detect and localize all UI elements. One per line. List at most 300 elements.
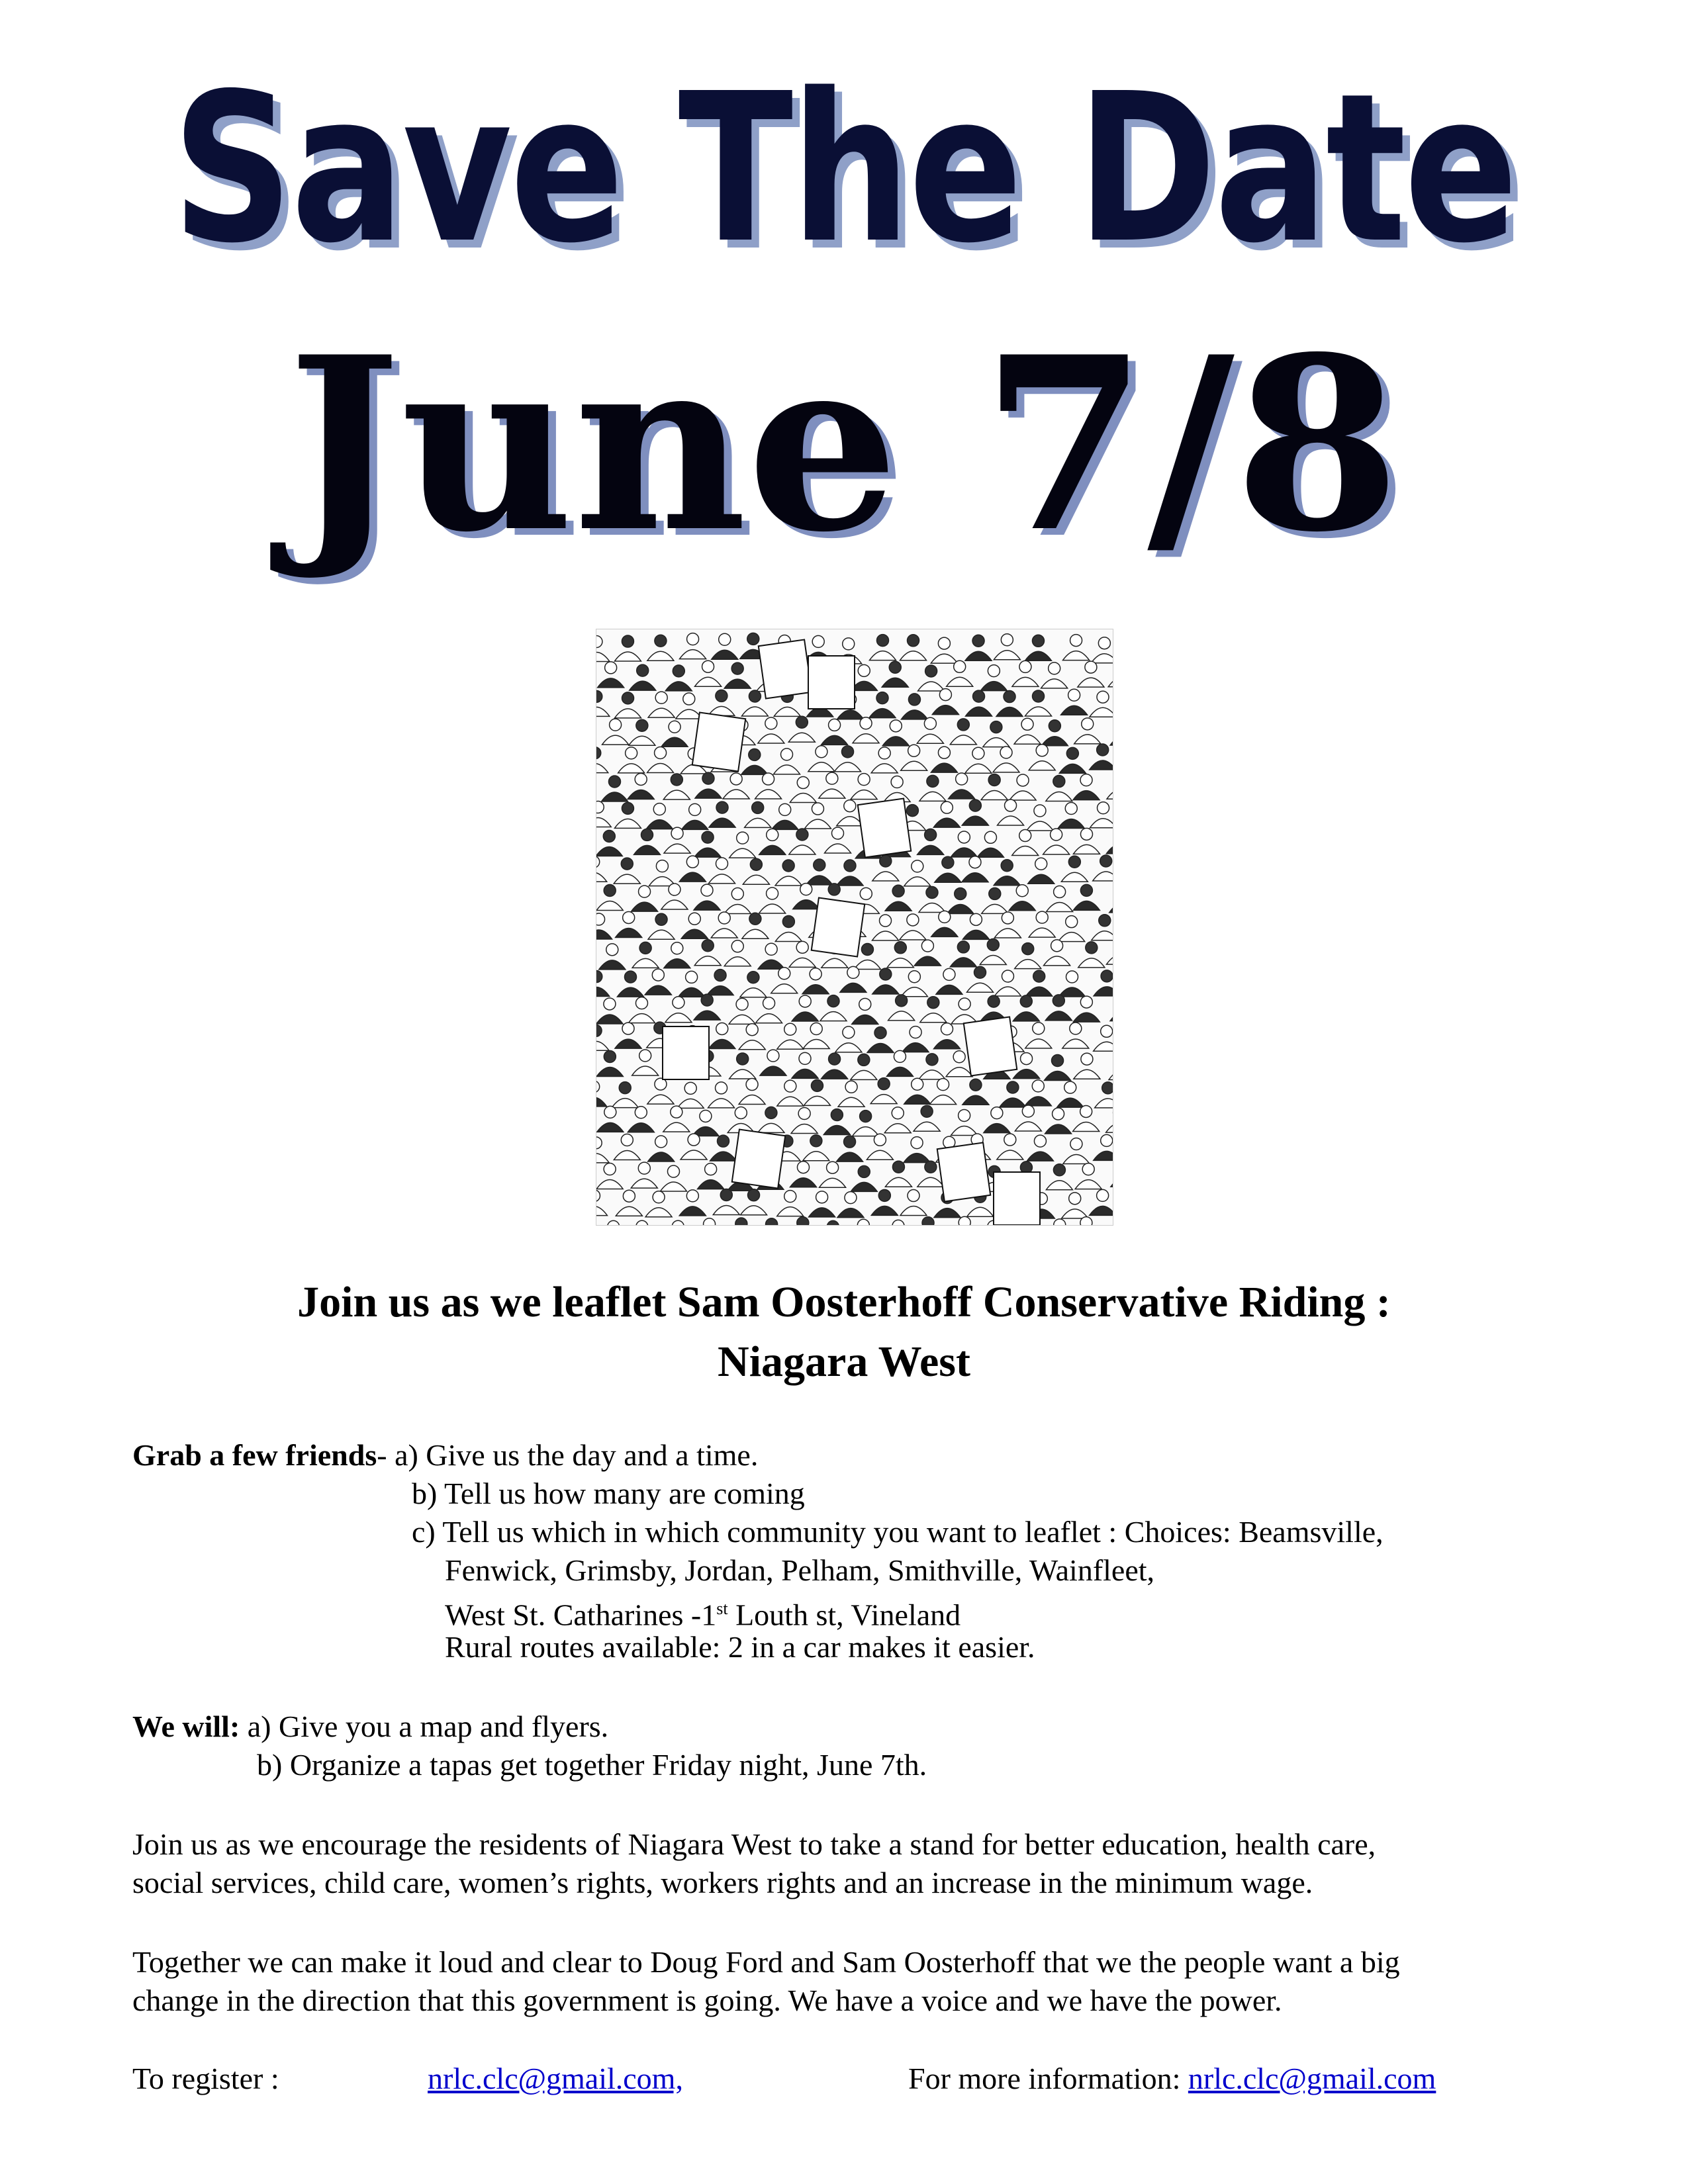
crowd-person-head	[623, 1190, 635, 1202]
crowd-person-body	[1047, 903, 1073, 912]
crowd-person-head	[604, 1050, 616, 1062]
crowd-person-body	[596, 1154, 609, 1163]
crowd-person-head	[861, 944, 873, 956]
crowd-person-body	[788, 733, 815, 742]
crowd-person-head	[638, 1162, 650, 1174]
crowd-person-head	[606, 944, 618, 956]
crowd-person-head	[1101, 1134, 1113, 1146]
crowd-person-head	[1033, 690, 1045, 702]
crowd-person-body	[756, 1014, 782, 1023]
crowd-person-head	[892, 1107, 904, 1119]
crowd-person-body	[1009, 791, 1036, 800]
crowd-person-head	[639, 1050, 651, 1062]
crowd-person-body	[661, 737, 688, 747]
more-info-line	[908, 2060, 1436, 2098]
crowd-person-body	[723, 790, 749, 799]
crowd-person-head	[1101, 1025, 1113, 1037]
crowd-person-head	[702, 940, 714, 952]
crowd-person-body	[660, 1182, 686, 1191]
crowd-person-body	[821, 735, 848, 745]
crowd-person-head	[922, 1217, 934, 1225]
crowd-person-head	[842, 746, 854, 758]
crowd-person-head	[1070, 1023, 1082, 1034]
crowd-person-head	[812, 635, 824, 647]
crowd-person-head	[655, 913, 667, 925]
grab-item-c3-sup: st	[716, 1599, 728, 1618]
crowd-person-body	[601, 792, 628, 801]
crowd-person-body	[629, 736, 655, 745]
crowd-person-body	[777, 1097, 804, 1106]
crowd-person-head	[1019, 830, 1031, 842]
crowd-person-body	[919, 903, 945, 913]
crowd-person-head	[687, 633, 699, 645]
crowd-person-head	[735, 1107, 747, 1118]
crowd-person-head	[686, 856, 698, 868]
crowd-person-head	[1034, 805, 1046, 817]
crowd-person-body	[851, 790, 877, 799]
crowd-person-head	[894, 942, 906, 954]
crowd-person-head	[716, 1082, 727, 1094]
crowd-person-head	[797, 1217, 809, 1225]
crowd-person-body	[837, 1152, 863, 1161]
crowd-person-body	[838, 1097, 865, 1107]
crowd-person-body	[1073, 1013, 1100, 1022]
crowd-person-body	[950, 735, 976, 745]
crowd-person-head	[653, 803, 665, 815]
crowd-person-head	[969, 799, 981, 811]
crowd-person-body	[614, 652, 641, 661]
crowd-person-head	[927, 997, 939, 1009]
crowd-person-body	[994, 876, 1020, 886]
crowd-person-head	[1019, 660, 1031, 672]
crowd-person-head	[767, 1050, 779, 1062]
crowd-person-body	[791, 1124, 818, 1133]
crowd-person-head	[689, 803, 701, 815]
crowd-person-head	[937, 1079, 949, 1091]
crowd-person-body	[647, 651, 674, 660]
crowd-person-body	[823, 1125, 850, 1134]
crowd-person-body	[1013, 1012, 1039, 1021]
crowd-person-body	[1025, 1097, 1051, 1106]
crowd-person-head	[844, 1136, 856, 1148]
crowd-person-body	[597, 1122, 624, 1132]
crowd-person-head	[1049, 720, 1060, 732]
grab-item-a	[132, 1436, 758, 1475]
crowd-person-head	[622, 692, 634, 704]
crowd-person-body	[1110, 1012, 1113, 1021]
crowd-person-body	[758, 1123, 784, 1132]
crowd-person-head	[655, 1136, 667, 1148]
crowd-person-head	[827, 1220, 839, 1225]
crowd-person-body	[598, 678, 624, 688]
crowd-person-head	[604, 1106, 616, 1118]
crowd-person-body	[803, 1152, 829, 1161]
crowd-person-head	[1066, 916, 1078, 928]
crowd-person-head	[927, 775, 939, 787]
crowd-person-body	[977, 848, 1004, 857]
crowd-person-head	[800, 884, 812, 895]
crowd-person-body	[806, 876, 833, 885]
crowd-person-body	[679, 1206, 706, 1216]
crowd-person-body	[695, 677, 722, 686]
crowd-person-head	[702, 831, 714, 843]
crowd-person-body	[917, 845, 944, 854]
crowd-person-head	[746, 1024, 758, 1036]
crowd-person-body	[867, 1150, 893, 1160]
crowd-person-head	[1001, 860, 1013, 872]
register-email-link[interactable]: nrlc.clc@gmail.com,	[428, 2062, 683, 2095]
crowd-person-head	[1066, 747, 1078, 759]
crowd-person-body	[676, 709, 702, 719]
crowd-person-body	[742, 929, 769, 938]
crowd-person-body	[741, 707, 768, 716]
crowd-person-body	[740, 988, 767, 997]
crowd-person-body	[966, 707, 992, 716]
crowd-person-body	[790, 1178, 816, 1187]
crowd-person-body	[931, 763, 957, 772]
crowd-person-body	[1078, 958, 1105, 968]
crowd-person-body	[665, 682, 692, 691]
crowd-person-head	[1082, 718, 1094, 730]
crowd-person-body	[614, 819, 641, 828]
crowd-person-head	[957, 941, 969, 953]
crowd-person-body	[1027, 821, 1053, 831]
crowd-person-body	[882, 737, 909, 746]
crowd-person-head	[737, 1053, 749, 1065]
crowd-person-body	[840, 983, 867, 992]
crowd-person-head	[719, 633, 731, 645]
crowd-person-head	[702, 660, 714, 672]
crowd-person-body	[918, 682, 945, 691]
crowd-person-body	[1061, 705, 1088, 715]
crowd-person-head	[1022, 943, 1034, 955]
crowd-person-body	[1110, 736, 1113, 745]
crowd-person-head	[970, 1079, 982, 1091]
crowd-person-body	[803, 1040, 829, 1049]
crowd-person-head	[810, 1135, 822, 1147]
crowd-person-head	[972, 635, 984, 647]
crowd-person-head	[1053, 1164, 1065, 1176]
crowd-person-body	[853, 1127, 879, 1136]
crowd-person-head	[799, 995, 811, 1007]
crowd-person-head	[956, 773, 968, 785]
crowd-person-head	[735, 1218, 747, 1225]
protest-sign	[858, 799, 911, 858]
crowd-person-head	[716, 690, 727, 702]
crowd-person-body	[998, 816, 1024, 825]
crowd-person-head	[767, 887, 778, 899]
event-date-title: June 7/8	[287, 304, 1401, 584]
crowd-person-body	[1073, 901, 1100, 910]
crowd-person-body	[771, 984, 798, 993]
crowd-person-body	[632, 1066, 659, 1075]
crowd-person-body	[1090, 1206, 1113, 1215]
crowd-person-body	[900, 931, 926, 940]
crowd-person-head	[845, 1192, 857, 1204]
crowd-person-body	[774, 707, 800, 716]
grab-item-a-text: - a) Give us the day and a time.	[377, 1438, 759, 1472]
crowd-person-head	[814, 859, 825, 871]
crowd-person-head	[958, 831, 970, 843]
crowd-person-body	[1111, 1177, 1113, 1187]
crowd-person-body	[820, 1178, 846, 1187]
crowd-person-body	[793, 900, 820, 909]
crowd-person-body	[773, 765, 800, 774]
crowd-person-head	[1053, 1108, 1064, 1120]
crowd-person-body	[615, 709, 641, 718]
crowd-person-body	[1108, 678, 1113, 687]
crowd-person-body	[819, 789, 845, 798]
crowd-person-body	[596, 818, 611, 827]
crowd-person-body	[711, 929, 737, 938]
crowd-person-body	[1012, 846, 1039, 856]
crowd-person-head	[1099, 915, 1111, 927]
crowd-person-head	[1004, 691, 1015, 703]
crowd-person-head	[908, 745, 920, 756]
crowd-person-head	[748, 1189, 760, 1201]
crowd-person-head	[704, 1218, 716, 1225]
crowd-person-body	[914, 956, 941, 966]
crowd-person-head	[641, 829, 653, 841]
crowd-person-head	[782, 915, 794, 927]
crowd-person-head	[669, 884, 680, 895]
crowd-person-body	[1093, 872, 1113, 881]
crowd-person-body	[596, 1097, 607, 1107]
crowd-person-head	[622, 802, 633, 814]
crowd-person-head	[671, 774, 682, 786]
crowd-person-body	[854, 960, 880, 970]
crowd-person-body	[647, 1095, 674, 1104]
crowd-person-head	[908, 694, 920, 705]
crowd-person-head	[622, 1023, 634, 1034]
crowd-person-body	[872, 872, 899, 881]
crowd-person-body	[618, 764, 645, 773]
crowd-person-body	[596, 1015, 623, 1024]
crowd-person-body	[920, 1013, 947, 1023]
crowd-person-head	[989, 887, 1001, 899]
crowd-person-body	[901, 987, 927, 997]
we-will-item-a-text: a) Give you a map and flyers.	[240, 1709, 609, 1743]
para2-line2: change in the direction that this government is going. We have a voice and we have the power.	[132, 1983, 1282, 2017]
crowd-person-head	[880, 915, 892, 927]
join-heading-line2: Niagara West	[718, 1338, 970, 1386]
grab-label: Grab a few friends	[132, 1438, 377, 1472]
crowd-person-body	[1000, 1098, 1026, 1107]
crowd-person-head	[892, 885, 904, 897]
crowd-person-body	[852, 1015, 878, 1024]
crowd-person-body	[930, 1095, 957, 1105]
crowd-person-body	[904, 1154, 930, 1163]
crowd-person-head	[991, 1107, 1003, 1119]
crowd-person-head	[784, 1191, 796, 1203]
crowd-person-body	[632, 958, 659, 968]
crowd-person-head	[1001, 634, 1013, 646]
crowd-person-body	[984, 1124, 1010, 1133]
crowd-person-head	[784, 1023, 796, 1035]
crowd-person-body	[615, 1039, 641, 1048]
crowd-person-head	[621, 858, 633, 870]
crowd-person-body	[1107, 790, 1113, 799]
crowd-person-head	[827, 995, 839, 1007]
crowd-person-body	[775, 932, 802, 941]
crowd-person-body	[1015, 960, 1041, 969]
crowd-person-head	[816, 746, 827, 758]
crowd-person-body	[648, 708, 675, 717]
crowd-person-head	[1016, 885, 1028, 897]
crowd-person-head	[798, 1107, 810, 1119]
crowd-person-head	[1032, 635, 1044, 647]
crowd-person-head	[605, 662, 617, 674]
crowd-person-body	[602, 735, 629, 745]
crowd-person-body	[755, 790, 782, 799]
grab-item-c2: Fenwick, Grimsby, Jordan, Pelham, Smithville, Wainfleet,	[445, 1553, 1155, 1587]
crowd-person-body	[885, 1177, 912, 1187]
crowd-person-body	[1009, 901, 1035, 911]
crowd-person-body	[837, 876, 863, 886]
crowd-person-body	[996, 707, 1023, 717]
crowd-person-body	[1025, 1039, 1052, 1048]
crowd-person-body	[936, 985, 962, 994]
crowd-person-head	[720, 1189, 732, 1201]
crowd-person-body	[645, 1208, 672, 1217]
crowd-person-head	[826, 772, 838, 784]
crowd-person-head	[747, 972, 759, 983]
crowd-person-head	[621, 1134, 633, 1146]
crowd-person-head	[988, 774, 1000, 786]
crowd-person-head	[1097, 1189, 1109, 1201]
crowd-person-head	[908, 1190, 919, 1202]
crowd-person-body	[820, 1012, 847, 1021]
crowd-person-body	[869, 709, 896, 718]
crowd-person-body	[682, 820, 708, 829]
crowd-person-head	[619, 1082, 631, 1094]
crowd-person-head	[1049, 662, 1060, 674]
crowd-person-head	[972, 747, 984, 759]
crowd-person-head	[684, 1082, 696, 1094]
crowd-person-head	[700, 1110, 712, 1122]
crowd-person-head	[1081, 1053, 1093, 1065]
crowd-person-head	[784, 1080, 796, 1092]
we-will-item-b: b) Organize a tapas get together Friday night, June 7th.	[257, 1748, 927, 1782]
crowd-person-body	[743, 875, 769, 884]
crowd-person-body	[628, 1123, 654, 1132]
crowd-person-body	[901, 761, 927, 770]
crowd-person-head	[667, 1165, 679, 1177]
crowd-person-head	[896, 995, 908, 1007]
crowd-person-head	[752, 801, 764, 813]
crowd-person-head	[857, 1219, 869, 1225]
crowd-person-head	[811, 1079, 823, 1091]
crowd-person-body	[681, 929, 708, 938]
crowd-person-head	[1065, 803, 1077, 815]
grab-item-c3-pre: West St. Catharines -1	[445, 1598, 717, 1632]
crowd-person-head	[717, 1135, 729, 1147]
crowd-person-body	[630, 681, 656, 690]
crowd-person-head	[736, 998, 748, 1010]
crowd-person-body	[612, 1099, 638, 1108]
crowd-person-head	[604, 1163, 616, 1175]
crowd-person-body	[1073, 1122, 1100, 1131]
crowd-person-body	[663, 1122, 690, 1132]
crowd-person-head	[765, 717, 777, 729]
crowd-person-head	[635, 1107, 647, 1118]
crowd-person-body	[708, 1099, 735, 1108]
crowd-person-head	[701, 994, 713, 1006]
crowd-protest-illustration	[596, 629, 1113, 1226]
crowd-person-body	[851, 1070, 877, 1079]
crowd-person-body	[724, 905, 751, 914]
crowd-person-head	[828, 884, 840, 895]
crowd-person-head	[635, 997, 647, 1009]
crowd-person-head	[604, 884, 616, 896]
crowd-person-body	[759, 904, 786, 913]
crowd-person-body	[648, 1152, 675, 1161]
crowd-person-body	[729, 848, 756, 858]
crowd-person-body	[934, 1208, 961, 1218]
crowd-person-head	[796, 829, 808, 841]
crowd-person-head	[746, 1079, 758, 1091]
crowd-person-body	[837, 710, 864, 719]
crowd-person-head	[990, 721, 1002, 733]
crowd-person-head	[831, 827, 843, 839]
crowd-person-body	[950, 958, 976, 967]
crowd-person-body	[759, 845, 786, 854]
crowd-person-head	[1066, 971, 1078, 983]
crowd-person-head	[655, 747, 667, 759]
crowd-person-body	[951, 848, 977, 857]
crowd-person-head	[673, 997, 684, 1009]
crowd-person-body	[596, 764, 608, 773]
crowd-person-head	[1101, 970, 1113, 982]
crowd-person-head	[636, 1220, 648, 1225]
para1-line1: Join us as we encourage the residents of Niagara West to take a stand for better education, health care,	[132, 1827, 1376, 1861]
crowd-person-body	[628, 1014, 655, 1023]
crowd-person-head	[844, 860, 856, 872]
crowd-person-body	[821, 958, 848, 968]
protest-sign	[732, 1130, 785, 1189]
crowd-person-body	[645, 985, 671, 995]
crowd-person-body	[664, 844, 690, 853]
crowd-person-head	[1080, 1105, 1092, 1117]
crowd-person-head	[1080, 996, 1092, 1008]
crowd-person-body	[1028, 874, 1055, 884]
crowd-person-head	[656, 860, 668, 872]
crowd-person-body	[596, 1180, 623, 1189]
crowd-person-body	[679, 987, 705, 997]
grab-item-c1: c) Tell us which in which community you want to leaflet : Choices: Beamsville,	[412, 1515, 1383, 1549]
crowd-person-head	[959, 1216, 970, 1225]
crowd-person-body	[871, 764, 898, 773]
crowd-person-body	[887, 958, 914, 968]
crowd-person-body	[804, 1096, 830, 1105]
crowd-person-body	[808, 762, 835, 772]
crowd-person-body	[739, 1095, 765, 1105]
crowd-person-head	[926, 887, 938, 899]
crowd-person-body	[1063, 651, 1090, 660]
crowd-person-body	[824, 844, 851, 853]
crowd-person-head	[608, 1220, 620, 1225]
crowd-person-head	[671, 942, 683, 954]
crowd-person-head	[1033, 1023, 1045, 1034]
more-info-label: For more information:	[908, 2062, 1188, 2095]
crowd-person-head	[953, 1051, 965, 1063]
crowd-person-head	[843, 638, 855, 650]
info-email-link[interactable]: nrlc.clc@gmail.com	[1188, 2062, 1436, 2095]
crowd-person-head	[1020, 995, 1032, 1007]
crowd-person-head	[878, 747, 890, 759]
crowd-person-head	[780, 749, 792, 760]
crowd-person-body	[1046, 1181, 1072, 1190]
